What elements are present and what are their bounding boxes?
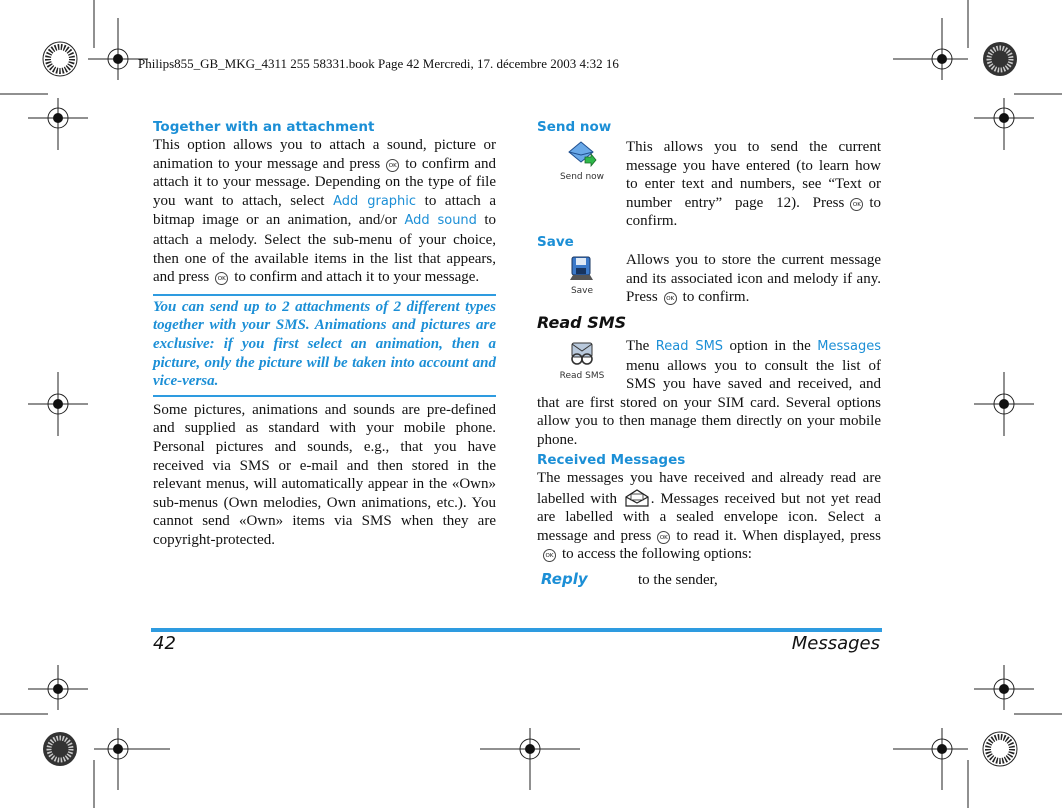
read-sms-text: [537, 337, 881, 450]
text: to confirm.: [626, 194, 881, 230]
option-reply-desc: to the sender,: [638, 572, 718, 588]
save-text: [626, 251, 881, 307]
text: to read it. When displayed, press: [676, 527, 881, 544]
heading-save: Save: [537, 234, 574, 250]
send-now-icon: [566, 140, 598, 168]
text: Allows you to store the current message and its associated icon and melody if any. Press: [626, 252, 881, 306]
read-message-icon: [623, 488, 651, 508]
text: option in the: [729, 338, 811, 354]
read-sms-caption: Read SMS: [559, 371, 605, 381]
menu-messages: Messages: [817, 339, 881, 354]
section-title: Messages: [791, 633, 880, 654]
page-number: 42: [153, 633, 176, 654]
menu-add-graphic: Add graphic: [333, 193, 417, 209]
text: This option allows you to attach a sound, picture or animation to your message and press: [153, 137, 496, 172]
text: menu allows you to consult the list of SMS you have saved and received, and that are first stored on your SIM card. Several options allow you to then manage them directly on your mobile phone.: [537, 357, 881, 448]
menu-read-sms: Read SMS: [655, 339, 724, 354]
menu-add-sound: Add sound: [404, 213, 477, 229]
heading-received-messages: Received Messages: [537, 452, 686, 468]
text: to confirm and attach it to your message.: [234, 269, 480, 286]
received-text: [537, 469, 881, 564]
left-column: [153, 118, 496, 549]
send-now-text: [626, 138, 881, 231]
text: to access the following options:: [562, 546, 752, 563]
text: to confirm and attach it to your message. Depending on the type of file you want to attach, select: [153, 155, 496, 209]
ok-key-icon: OK: [850, 198, 863, 211]
ok-key-icon: OK: [543, 549, 556, 562]
text: to attach a melody. Select the sub-menu of your choice, then one of the available items in the list that appears, and press: [153, 212, 497, 286]
attachment-paragraph: [153, 136, 496, 287]
save-icon: [568, 252, 596, 282]
send-now-caption: Send now: [559, 172, 605, 182]
heading-send-now: Send now: [537, 119, 612, 135]
text: to confirm.: [682, 289, 750, 306]
save-caption: Save: [570, 286, 594, 296]
attachment-note: You can send up to 2 attachments of 2 different types together with your SMS. Animations and pictures are exclusive: if you first select an animation, then a picture, only the picture will be taken into account and vice-versa.: [153, 294, 496, 397]
text: The: [626, 338, 650, 354]
text: The messages you have received and already read are labelled with: [537, 470, 881, 507]
icon-spacer: [537, 337, 626, 393]
predefined-paragraph: Some pictures, animations and sounds are pre-defined and supplied as standard with your mobile phone. Personal pictures and sounds, e.g., that you have received via SMS or e-mail and then stored in the relevant menus, will automatically appear in the «Own» sub-menus (Own melodies, Own animations, etc.). You cannot send «Own» items via SMS when they are copyright-protected.: [153, 401, 496, 548]
option-reply-label: Reply: [541, 570, 588, 588]
text: . Messages received but not yet read are labelled with a sealed envelope icon. Select a message and press: [537, 490, 881, 544]
ok-key-icon: OK: [664, 292, 677, 305]
heading-read-sms: Read SMS: [537, 313, 627, 332]
ok-key-icon: OK: [657, 531, 670, 544]
ok-key-icon: OK: [386, 159, 399, 172]
text: This allows you to send the current message you have entered (to learn how to enter text and numbers, see “Text or number entry” page 12). Press: [626, 139, 881, 211]
footer-rule: [151, 628, 882, 632]
ok-key-icon: OK: [215, 272, 228, 285]
heading-together-attachment: Together with an attachment: [153, 119, 375, 135]
text: to attach a bitmap image or an animation, and/or: [153, 192, 497, 229]
send-now-icon-box: [540, 140, 624, 182]
save-icon-box: [540, 252, 624, 296]
print-header: Philips855_GB_MKG_4311 255 58331.book Page 42 Mercredi, 17. décembre 2003 4:32 16: [138, 56, 619, 71]
